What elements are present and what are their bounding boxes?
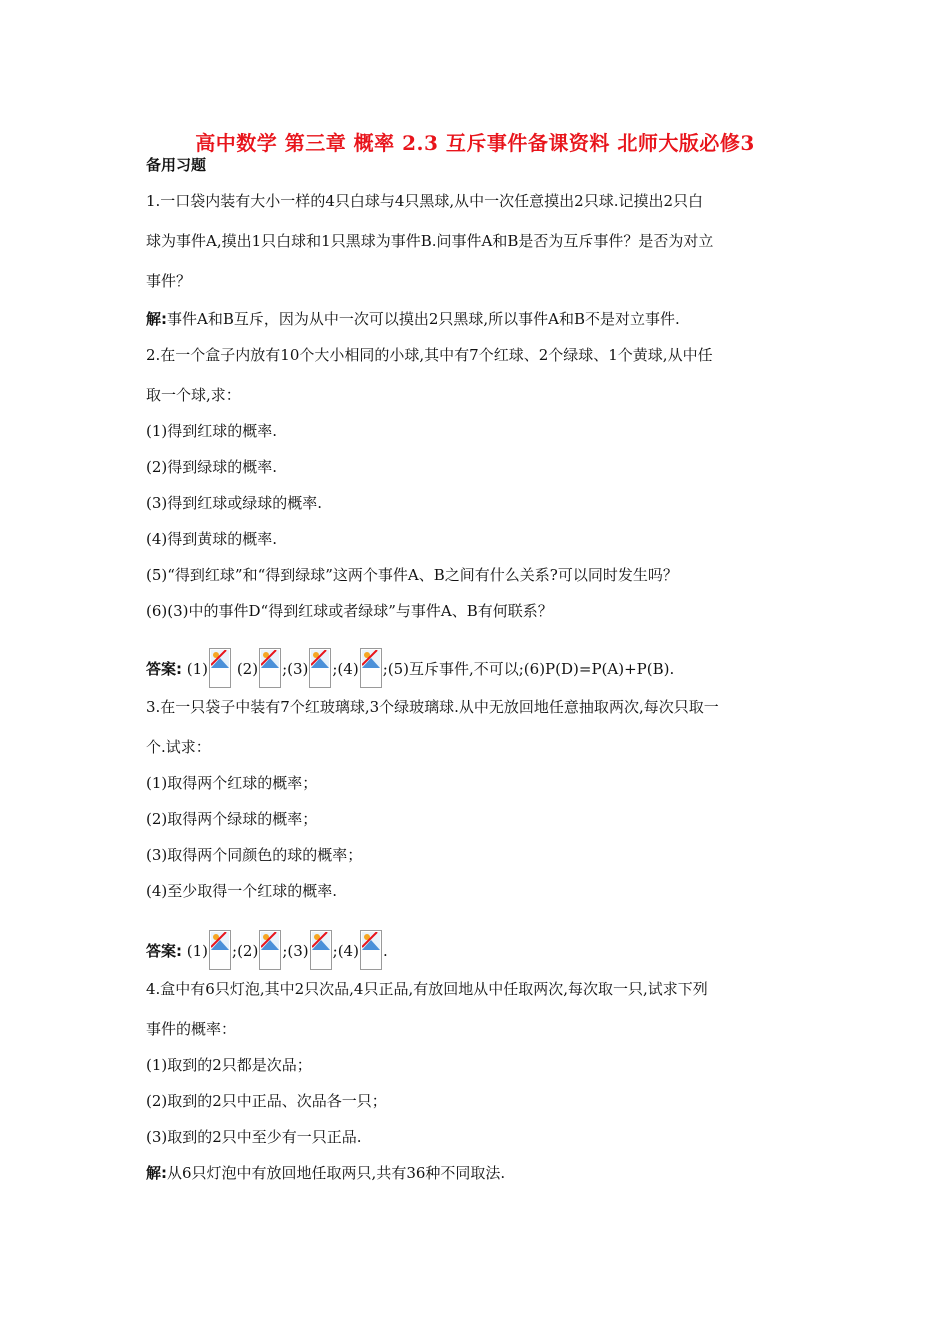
answer-part: ;(4) xyxy=(332,660,359,678)
q3-part-3: (3)取得两个同颜色的球的概率； xyxy=(146,846,363,864)
answer-part: ;(2) xyxy=(232,942,259,960)
broken-image-icon xyxy=(209,648,231,688)
q1-line-1: 1.一口袋内装有大小一样的4只白球与4只黑球,从中一次任意摸出2只球.记摸出2只白 xyxy=(146,192,704,210)
section-heading: 备用习题 xyxy=(146,156,207,174)
solution-label: 解: xyxy=(146,310,167,328)
answer-part: (2) xyxy=(236,660,259,678)
answer-part: (1) xyxy=(186,660,209,678)
q2-part-4: (4)得到黄球的概率. xyxy=(146,530,278,548)
q4-solution xyxy=(146,1162,816,1183)
q3-part-1: (1)取得两个红球的概率； xyxy=(146,774,318,792)
answer-label: 答案: xyxy=(146,660,182,678)
q4-line-2: 事件的概率： xyxy=(146,1020,237,1038)
answer-part: ;(3) xyxy=(282,942,309,960)
q2-part-2: (2)得到绿球的概率. xyxy=(146,458,278,476)
broken-image-icon xyxy=(360,930,382,970)
q2-answer xyxy=(146,648,816,688)
broken-image-icon xyxy=(209,930,231,970)
q3-line-2: 个.试求： xyxy=(146,738,211,756)
q2-part-6: (6)(3)中的事件D“得到红球或者绿球”与事件A、B有何联系？ xyxy=(146,602,553,620)
q1-solution xyxy=(146,308,816,329)
q1-line-2: 球为事件A,摸出1只白球和1只黑球为事件B.问事件A和B是否为互斥事件？是否为对立 xyxy=(146,232,714,250)
broken-image-icon xyxy=(259,930,281,970)
q2-part-1: (1)得到红球的概率. xyxy=(146,422,278,440)
answer-part: (1) xyxy=(186,942,209,960)
q2-part-3: (3)得到红球或绿球的概率. xyxy=(146,494,323,512)
broken-image-icon xyxy=(309,648,331,688)
q4-part-1: (1)取到的2只都是次品； xyxy=(146,1056,312,1074)
answer-part: ;(3) xyxy=(282,660,309,678)
q4-line-1: 4.盒中有6只灯泡,其中2只次品,4只正品,有放回地从中任取两次,每次取一只,试求下列 xyxy=(146,980,708,998)
q2-part-5: (5)“得到红球”和“得到绿球”这两个事件A、B之间有什么关系?可以同时发生吗？ xyxy=(146,566,678,584)
solution-text: 事件A和B互斥，因为从中一次可以摸出2只黑球,所以事件A和B不是对立事件. xyxy=(167,310,680,328)
q1-line-3: 事件？ xyxy=(146,272,192,290)
answer-part: ;(4) xyxy=(332,942,359,960)
broken-image-icon xyxy=(310,930,332,970)
broken-image-icon xyxy=(259,648,281,688)
answer-part: . xyxy=(382,942,388,960)
q2-line-2: 取一个球,求： xyxy=(146,386,241,404)
answer-label: 答案: xyxy=(146,942,182,960)
q4-part-3: (3)取到的2只中至少有一只正品. xyxy=(146,1128,362,1146)
q2-line-1: 2.在一个盒子内放有10个大小相同的小球,其中有7个红球、2个绿球、1个黄球,从中任 xyxy=(146,346,713,364)
q4-part-2: (2)取到的2只中正品、次品各一只； xyxy=(146,1092,387,1110)
solution-text: 从6只灯泡中有放回地任取两只,共有36种不同取法. xyxy=(167,1164,506,1182)
document-title: 高中数学 第三章 概率 2.3 互斥事件备课资料 北师大版必修3 xyxy=(195,131,755,155)
broken-image-icon xyxy=(360,648,382,688)
answer-part: ;(5)互斥事件,不可以;(6)P(D)=P(A)+P(B). xyxy=(382,660,675,678)
solution-label: 解: xyxy=(146,1164,167,1182)
q3-part-2: (2)取得两个绿球的概率； xyxy=(146,810,318,828)
q3-line-1: 3.在一只袋子中装有7个红玻璃球,3个绿玻璃球.从中无放回地任意抽取两次,每次只取一 xyxy=(146,698,719,716)
q3-part-4: (4)至少取得一个红球的概率. xyxy=(146,882,338,900)
q3-answer xyxy=(146,930,816,970)
